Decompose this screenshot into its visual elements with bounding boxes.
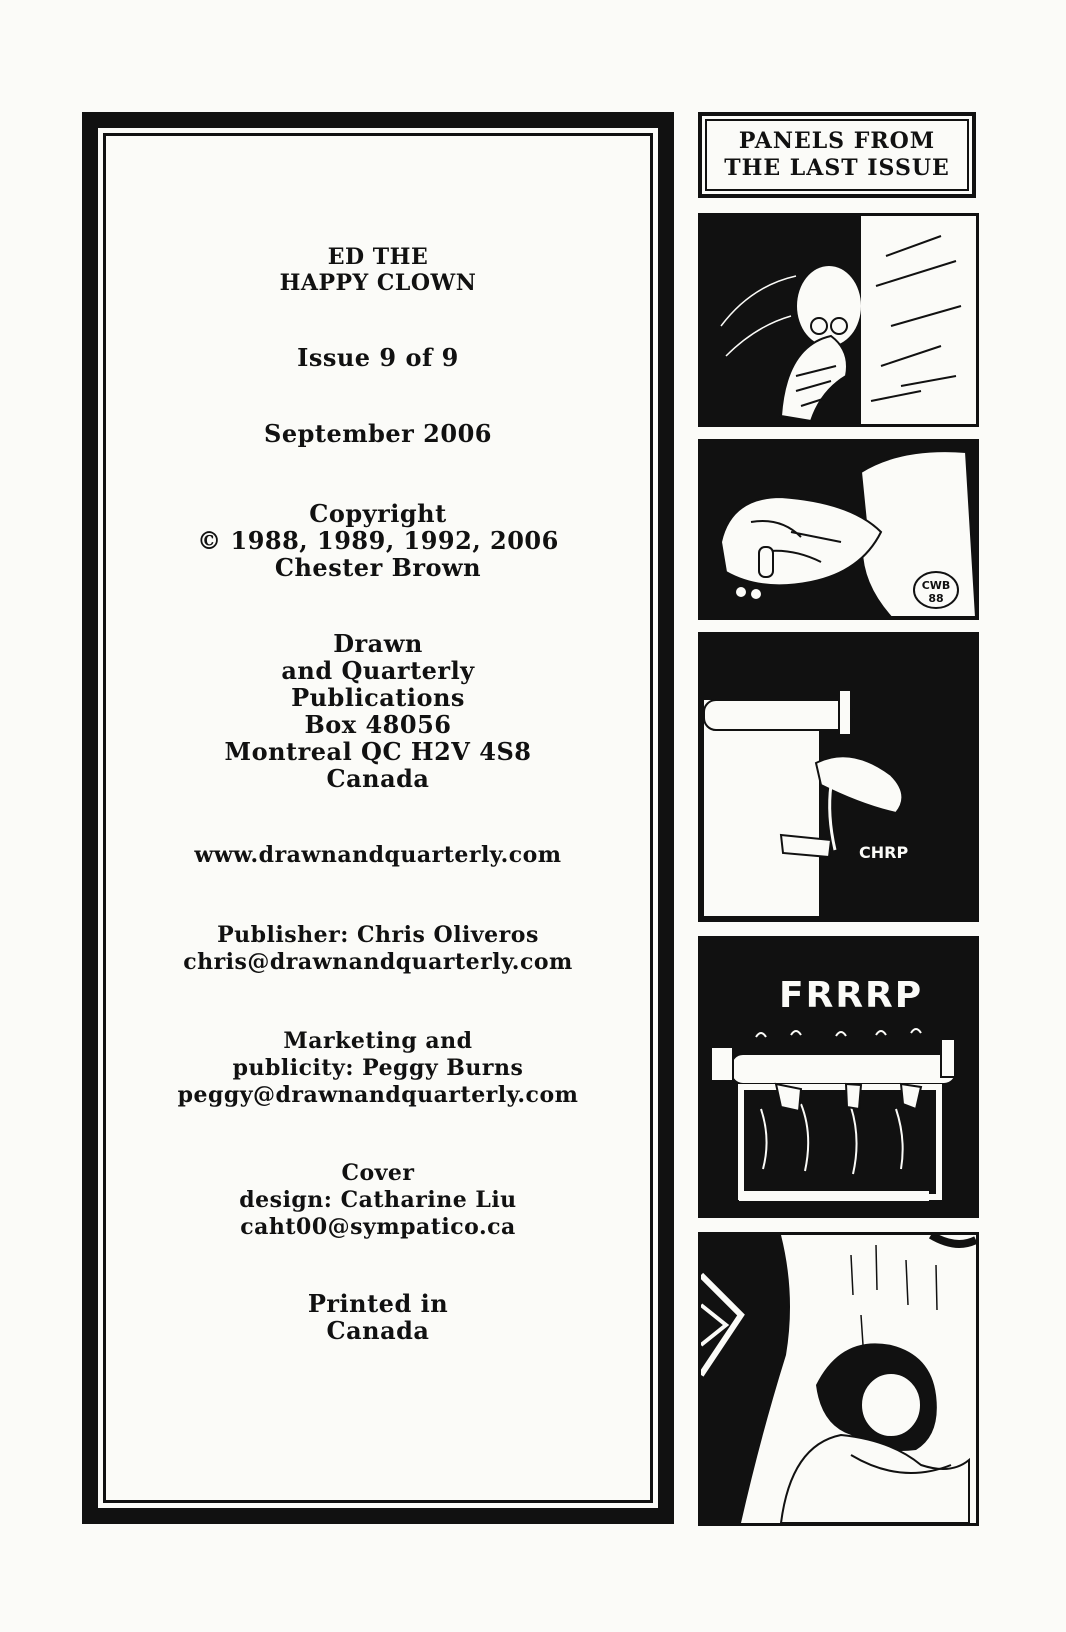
label-line: PANELS FROM (738, 128, 936, 154)
title-line: HAPPY CLOWN (279, 270, 477, 296)
panel-3-art (701, 635, 976, 919)
panel-4-art (701, 939, 976, 1215)
marketing-line: Marketing and (283, 1028, 473, 1054)
marketing-line: peggy@drawnandquarterly.com (177, 1082, 579, 1108)
cover-line: caht00@sympatico.ca (240, 1214, 516, 1240)
frame-gap (98, 128, 658, 1508)
credits-panel (103, 133, 653, 1503)
comic-panel-3 (698, 632, 979, 922)
address-line: Box 48056 (304, 710, 452, 739)
cover-line: Cover (341, 1160, 415, 1186)
comic-panel-4 (698, 936, 979, 1218)
copyright-line: © 1988, 1989, 1992, 2006 (197, 526, 559, 555)
comic-title (106, 244, 650, 296)
comic-panel-1 (698, 213, 979, 427)
printed-line: Canada (326, 1316, 430, 1345)
publisher-address (106, 630, 650, 792)
panel-2-art (701, 442, 976, 617)
printed-line: Printed in (307, 1289, 449, 1318)
address-line: Montreal QC H2V 4S8 (224, 737, 532, 766)
issue-date (106, 420, 650, 447)
printed-in (106, 1290, 650, 1344)
address-line: Canada (326, 764, 430, 793)
label-line: THE LAST ISSUE (724, 155, 950, 181)
publisher-line: Publisher: Chris Oliveros (217, 922, 539, 948)
website-text: www.drawnandquarterly.com (194, 842, 562, 868)
credits-frame (82, 112, 674, 1524)
date-text: September 2006 (264, 419, 492, 448)
panels-label-inner (705, 119, 969, 191)
issue-text: Issue 9 of 9 (297, 343, 459, 372)
comic-panel-5 (698, 1232, 979, 1526)
panel-2-signature: CWB (921, 579, 951, 592)
sound-effect-chrp: CHRP (859, 843, 909, 862)
publisher-line: chris@drawnandquarterly.com (183, 949, 573, 975)
panel-5-art (701, 1235, 976, 1523)
marketing-line: publicity: Peggy Burns (232, 1055, 524, 1081)
cover-credit (106, 1160, 650, 1241)
publisher-credit (106, 922, 650, 976)
copyright-line: Copyright (309, 499, 447, 528)
copyright-block (106, 500, 650, 581)
panels-label (698, 112, 976, 198)
address-line: Drawn (333, 629, 423, 658)
marketing-credit (106, 1028, 650, 1109)
credits-text (106, 136, 650, 1500)
sound-effect-frrrp: FRRRP (779, 975, 924, 1016)
cover-line: design: Catharine Liu (239, 1187, 517, 1213)
website (106, 842, 650, 869)
issue-number (106, 344, 650, 371)
copyright-line: Chester Brown (274, 553, 482, 582)
comic-panel-2 (698, 439, 979, 620)
address-line: Publications (291, 683, 465, 712)
panel-2-signature-year: 88 (928, 592, 944, 605)
address-line: and Quarterly (281, 656, 475, 685)
panel-1-art (701, 216, 976, 424)
title-line: ED THE (327, 244, 429, 270)
